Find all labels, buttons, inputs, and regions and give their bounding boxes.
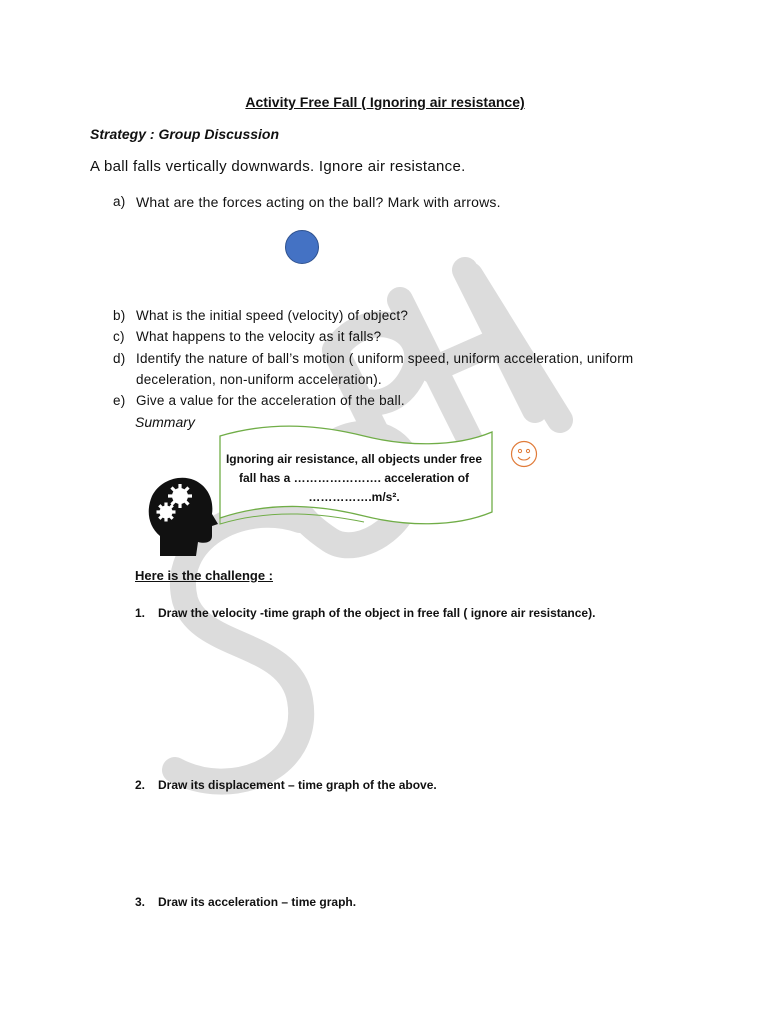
- summary-text: [222, 450, 486, 507]
- question-text-continued: deceleration, non-uniform acceleration).: [136, 372, 382, 387]
- item-number: 1.: [135, 606, 146, 620]
- question-text: Identify the nature of ball’s motion ( uniform speed, uniform acceleration, uniform: [136, 351, 634, 366]
- page-title: Activity Free Fall ( Ignoring air resistance): [245, 94, 525, 110]
- item-number: 2.: [135, 778, 146, 792]
- summary-line-1: Ignoring air resistance, all objects under free: [225, 452, 483, 466]
- ball-circle: [285, 230, 319, 264]
- question-text: Give a value for the acceleration of the ball.: [136, 393, 405, 408]
- question-label: a): [113, 194, 126, 209]
- challenge-heading: Here is the challenge :: [135, 568, 273, 583]
- intro-text: A ball falls vertically downwards. Ignore air resistance.: [90, 158, 466, 175]
- item-number: 3.: [135, 895, 146, 909]
- summary-line-2: fall has a …………………. acceleration of: [238, 471, 470, 485]
- item-text: Draw its displacement – time graph of the above.: [158, 778, 437, 792]
- smiley-icon: [509, 439, 539, 469]
- question-text: What are the forces acting on the ball? Mark with arrows.: [136, 194, 501, 210]
- head-gears-icon: [146, 474, 218, 558]
- question-text: What happens to the velocity as it falls?: [136, 329, 382, 344]
- strategy-label: Strategy : Group Discussion: [90, 126, 280, 142]
- question-label: d): [113, 351, 126, 366]
- question-label: b): [113, 308, 126, 323]
- question-label: c): [113, 329, 125, 344]
- summary-line-3: …………….m/s².: [308, 490, 400, 504]
- item-text: Draw the velocity -time graph of the object in free fall ( ignore air resistance).: [158, 606, 596, 620]
- question-label: e): [113, 393, 126, 408]
- summary-heading: Summary: [135, 414, 195, 430]
- question-text: What is the initial speed (velocity) of object?: [136, 308, 409, 323]
- item-text: Draw its acceleration – time graph.: [158, 895, 357, 909]
